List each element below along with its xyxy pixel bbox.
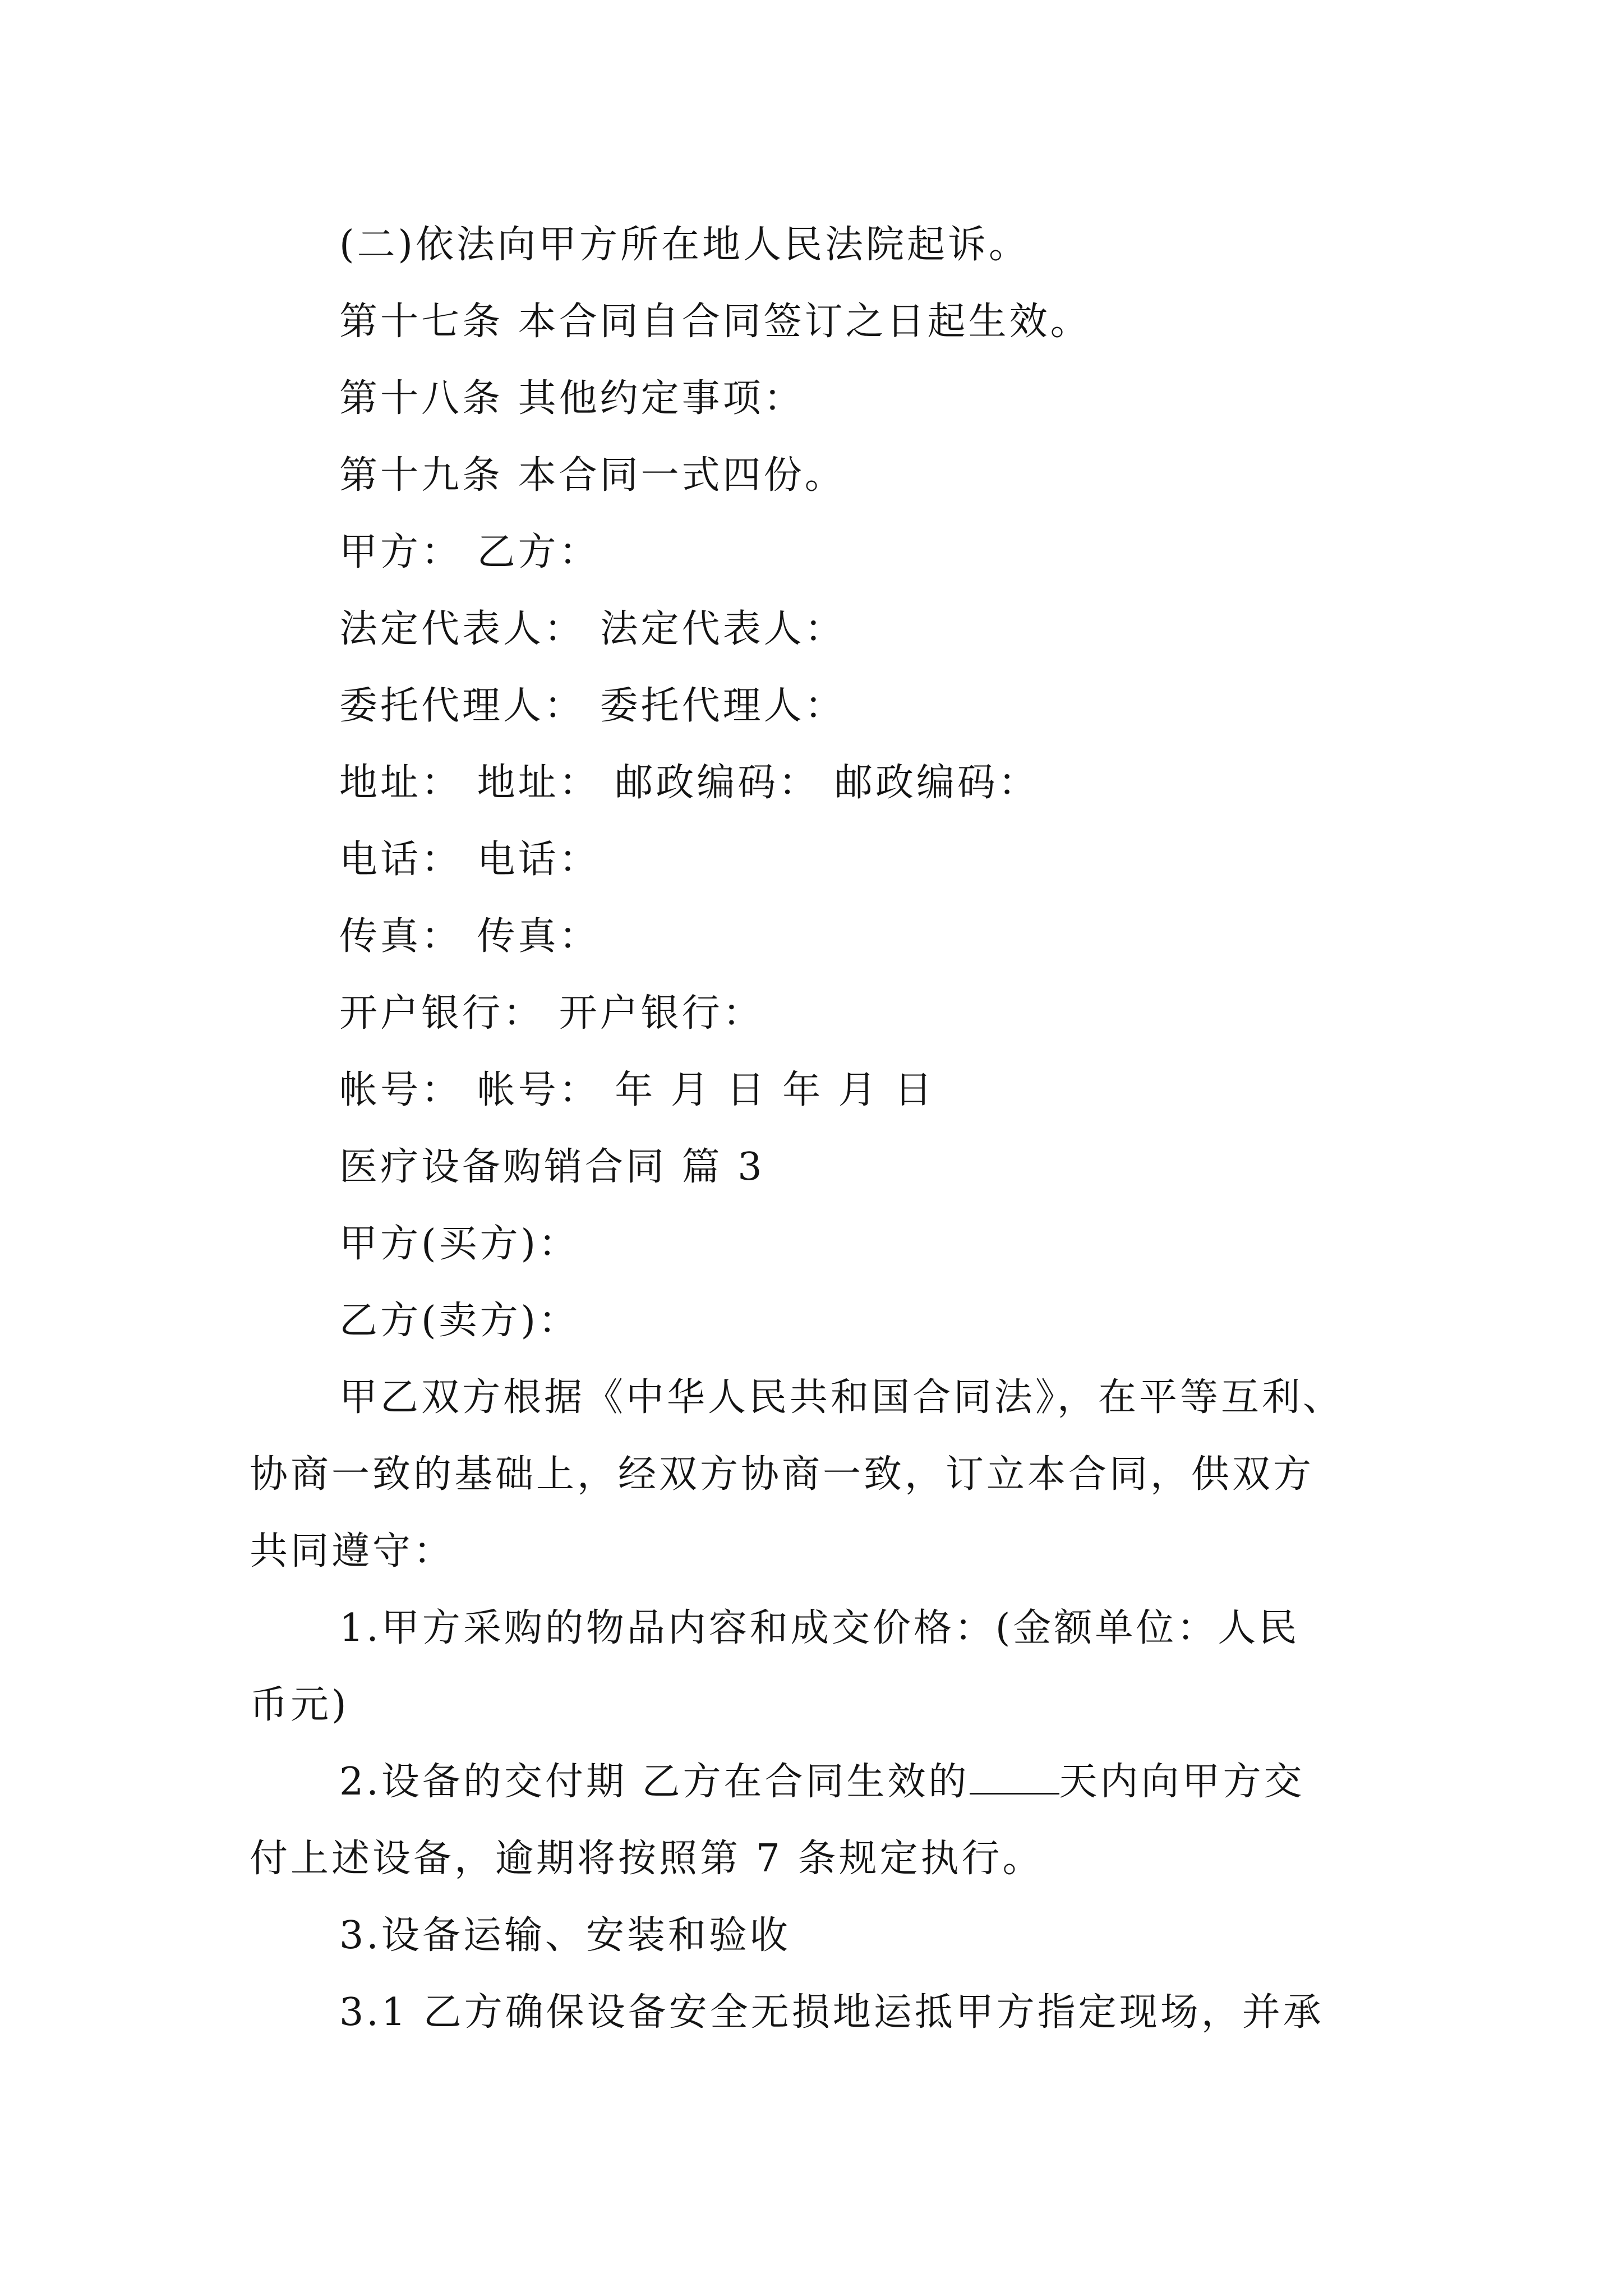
text-line: 1.甲方采购的物品内容和成交价格：(金额单位：人民 [339,1606,1300,1650]
text-line: 3.1 乙方确保设备安全无损地运抵甲方指定现场，并承 [339,1990,1324,2035]
text-line: 协商一致的基础上，经双方协商一致，订立本合同，供双方 [250,1452,1315,1497]
text-line: 币元) [250,1683,349,1727]
text-line: 传真： 传真： [339,914,600,959]
text-line: 第十七条 本合同自合同签订之日起生效。 [339,300,1091,344]
text-line: 乙方(卖方)： [339,1299,580,1343]
text-line: 第十九条 本合同一式四份。 [339,453,846,498]
text-line: 开户银行： 开户银行： [339,991,764,1036]
document-body [250,206,1399,2051]
text-line: (二)依法向甲方所在地人民法院起诉。 [339,223,1030,267]
section-heading: 医疗设备购销合同 篇 3 [339,1145,765,1189]
text-line: 委托代理人： 委托代理人： [339,684,846,728]
text-line: 帐号： 帐号： 年 月 日 年 月 日 [339,1068,935,1112]
text-line: 电话： 电话： [339,838,600,882]
text-line: 甲方(买方)： [339,1222,580,1266]
text-line: 共同遵守： [250,1529,455,1573]
text-line: 法定代表人： 法定代表人： [339,607,846,651]
fill-in-blank [970,1758,1059,1795]
text-line: 付上述设备，逾期将按照第 7 条规定执行。 [250,1837,1044,1881]
text-segment: 2.设备的交付期 乙方在合同生效的 [339,1760,970,1804]
text-line-with-blank [250,1743,1399,1820]
text-line: 3.设备运输、安装和验收 [339,1913,791,1958]
text-line: 甲方： 乙方： [339,530,600,574]
text-segment: 天内向甲方交 [1059,1760,1305,1804]
text-line: 甲乙双方根据《中华人民共和国合同法》，在平等互利、 [339,1375,1344,1420]
text-line: 地址： 地址： 邮政编码： 邮政编码： [339,761,1039,805]
text-line: 第十八条 其他约定事项： [339,376,805,421]
